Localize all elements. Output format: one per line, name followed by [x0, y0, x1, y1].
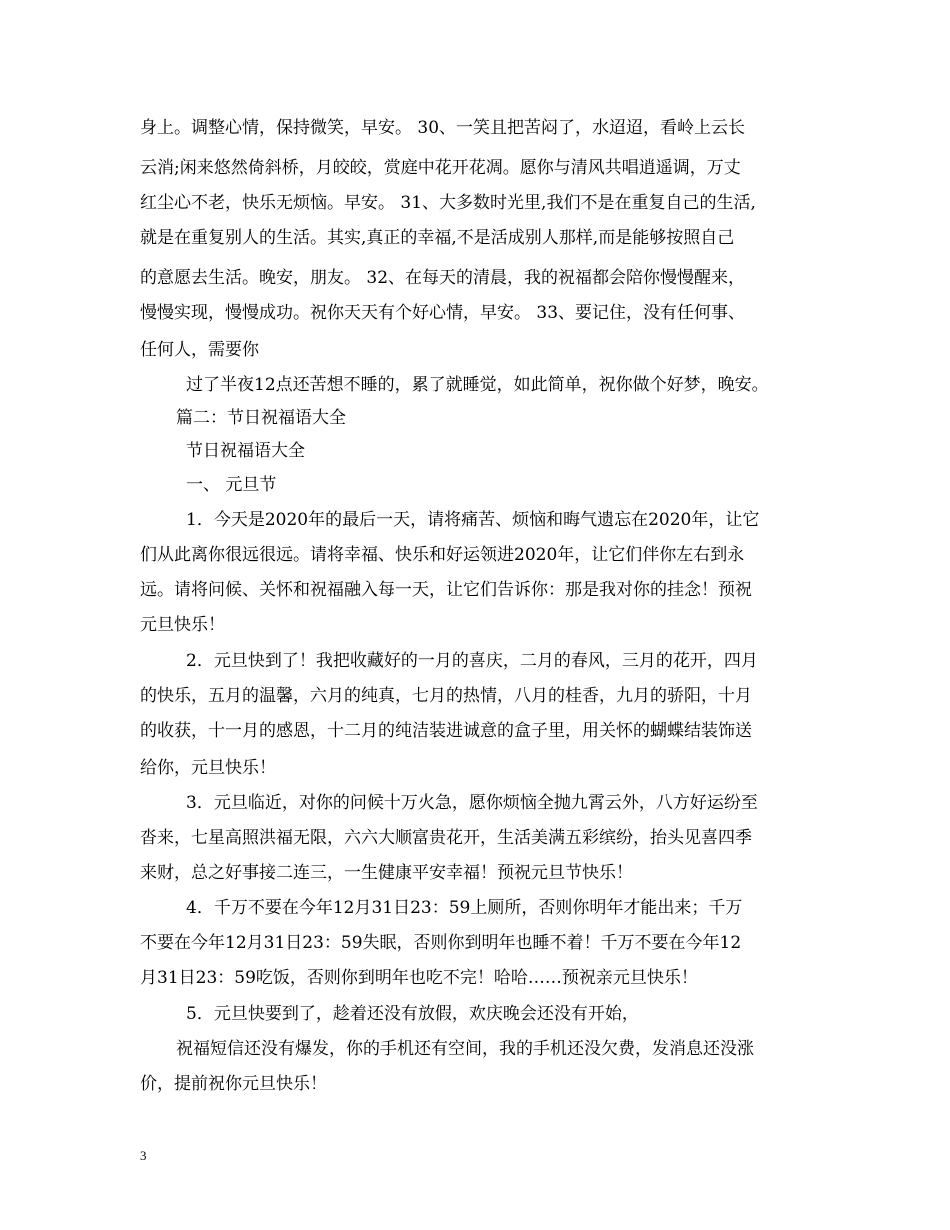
text-line: 的快乐，五月的温馨，六月的纯真，七月的热情，八月的桂香，九月的骄阳，十月 [140, 686, 752, 706]
text-line: 1．今天是2020年的最后一天，请将痛苦、烦恼和晦气遗忘在2020年，让它 [186, 510, 760, 530]
page-number: 3 [140, 1148, 147, 1163]
text-line: 的收获，十一月的感恩，十二月的纯洁装进诚意的盒子里，用关怀的蝴蝶结装饰送 [140, 721, 752, 741]
text-line: 过了半夜12点还苦想不睡的，累了就睡觉，如此简单，祝你做个好梦，晚安。 [186, 375, 769, 395]
text-line: 4．千万不要在今年12月31日23：59上厕所，否则你明年才能出来；千万 [186, 898, 743, 918]
text-line: 5．元旦快要到了，趁着还没有放假，欢庆晚会还没有开始， [186, 1004, 639, 1024]
text-line: 云消;闲来悠然倚斜桥，月皎皎，赏庭中花开花凋。愿你与清风共唱逍遥调，万丈 [140, 158, 741, 178]
section-heading: 篇二：节日祝福语大全 [176, 408, 346, 428]
text-line: 给你，元旦快乐！ [140, 758, 276, 778]
text-line: 沓来，七星高照洪福无限，六六大顺富贵花开，生活美满五彩缤纷，抬头见喜四季 [140, 828, 752, 848]
text-line: 2．元旦快到了！我把收藏好的一月的喜庆，二月的春风，三月的花开，四月 [186, 651, 758, 671]
text-line: 来财，总之好事接二连三，一生健康平安幸福！预祝元旦节快乐！ [140, 863, 633, 883]
text-line: 月31日23：59吃饭，否则你到明年也吃不完！哈哈……预祝亲元旦快乐！ [140, 968, 698, 988]
text-line: 就是在重复别人的生活。其实,真正的幸福,不是活成别人那样,而是能够按照自己 [140, 228, 735, 248]
section-subheading: 节日祝福语大全 [186, 441, 305, 461]
text-line: 3．元旦临近，对你的问候十万火急，愿你烦恼全抛九霄云外，八方好运纷至 [186, 793, 758, 813]
text-line: 身上。调整心情，保持微笑，早安。 30、一笑且把苦闷了，水迢迢，看岭上云长 [140, 118, 746, 138]
text-line: 不要在今年12月31日23：59失眠，否则你到明年也睡不着！千万不要在今年12 [140, 933, 742, 953]
text-line: 的意愿去生活。晚安，朋友。 32、在每天的清晨，我的祝福都会陪你慢慢醒来， [140, 268, 746, 288]
text-line: 远。请将问候、关怀和祝福融入每一天，让它们告诉你：那是我对你的挂念！预祝 [140, 580, 752, 600]
text-line: 祝福短信还没有爆发，你的手机还有空间，我的手机还没欠费，发消息还没涨 [176, 1039, 754, 1059]
subsection-heading: 一、 元旦节 [186, 475, 277, 495]
text-line: 元旦快乐！ [140, 615, 225, 635]
text-line: 慢慢实现，慢慢成功。祝你天天有个好心情，早安。 33、要记住，没有任何事、 [140, 303, 746, 323]
text-line: 价，提前祝你元旦快乐！ [140, 1074, 327, 1094]
text-line: 红尘心不老，快乐无烦恼。早安。 31、大多数时光里,我们不是在重复自己的生活, [140, 193, 756, 213]
text-line: 任何人，需要你 [140, 340, 259, 360]
text-line: 们从此离你很远很远。请将幸福、快乐和好运领进2020年，让它们伴你左右到永 [140, 545, 745, 565]
